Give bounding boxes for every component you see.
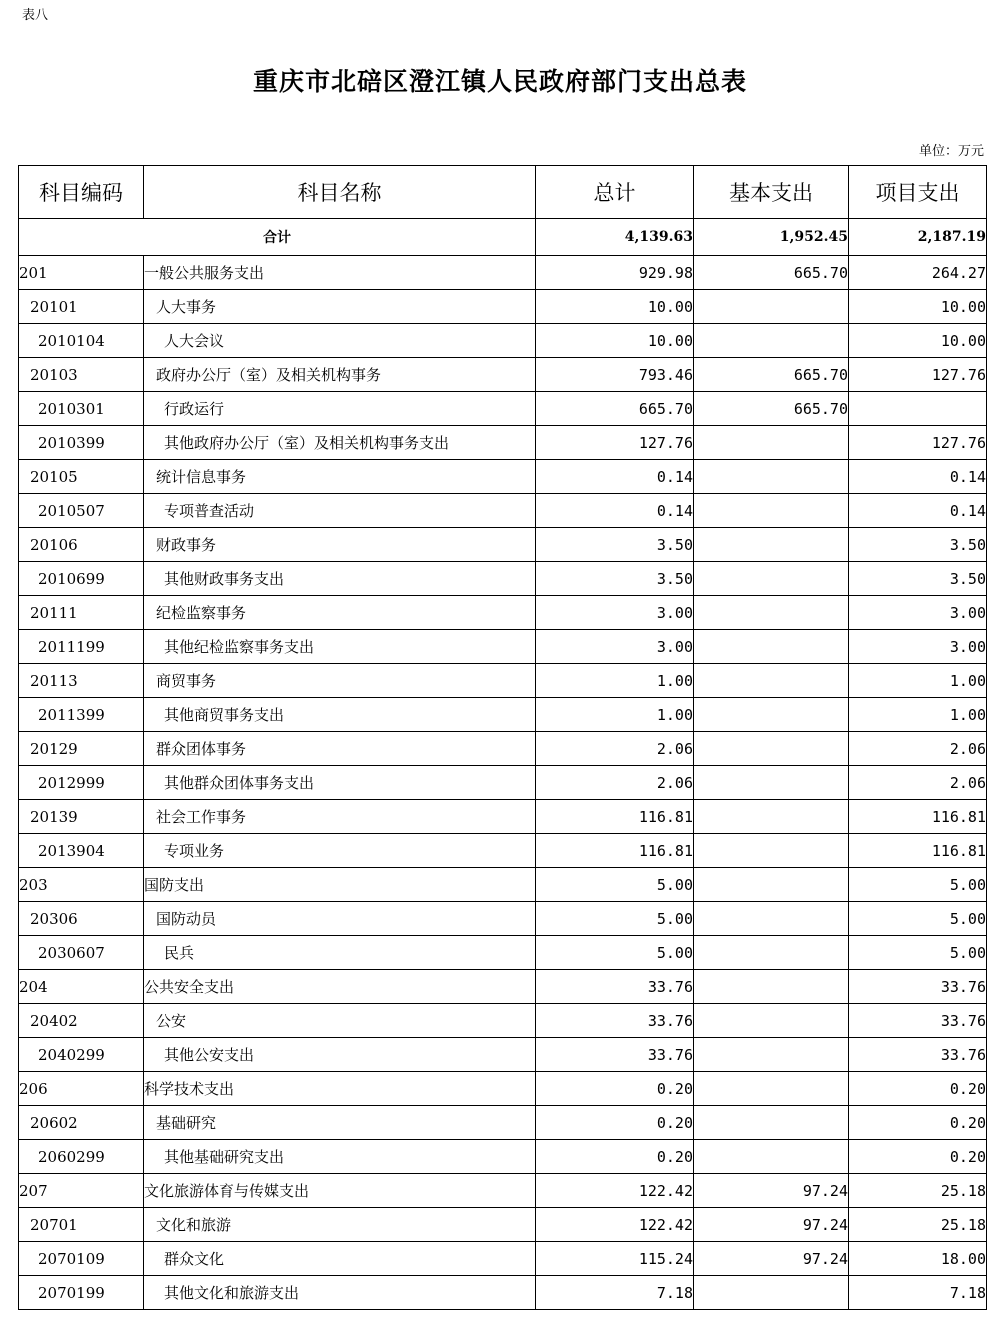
row-code: 2012999 [19,766,144,800]
table-row [19,460,987,494]
table-row [19,358,987,392]
row-code: 20701 [19,1208,144,1242]
row-total: 0.14 [536,460,694,494]
row-basic [694,902,849,936]
table-row [19,256,987,290]
row-code: 2010399 [19,426,144,460]
table-row [19,766,987,800]
row-code: 20129 [19,732,144,766]
row-total: 929.98 [536,256,694,290]
row-name: 其他文化和旅游支出 [144,1276,536,1310]
row-project: 1.00 [849,664,987,698]
table-row [19,290,987,324]
row-total: 5.00 [536,868,694,902]
row-total: 10.00 [536,290,694,324]
row-code: 20105 [19,460,144,494]
table-row [19,562,987,596]
row-code: 2030607 [19,936,144,970]
row-name: 国防动员 [144,902,536,936]
row-basic [694,460,849,494]
table-row [19,324,987,358]
expenditure-table [18,165,987,1310]
row-total: 3.00 [536,630,694,664]
row-project: 25.18 [849,1208,987,1242]
row-code: 204 [19,970,144,1004]
row-code: 20106 [19,528,144,562]
row-code: 2013904 [19,834,144,868]
row-basic [694,698,849,732]
row-name: 群众文化 [144,1242,536,1276]
row-project: 264.27 [849,256,987,290]
row-basic [694,936,849,970]
table-row [19,664,987,698]
row-basic [694,1140,849,1174]
table-row [19,936,987,970]
row-basic [694,596,849,630]
row-name: 基础研究 [144,1106,536,1140]
row-total: 3.50 [536,528,694,562]
row-name: 其他财政事务支出 [144,562,536,596]
total-label: 合计 [19,219,536,256]
table-row [19,1140,987,1174]
row-name: 统计信息事务 [144,460,536,494]
header-total: 总计 [536,166,694,219]
row-code: 20139 [19,800,144,834]
row-total: 1.00 [536,664,694,698]
row-project: 2.06 [849,766,987,800]
row-basic [694,800,849,834]
row-total: 0.20 [536,1140,694,1174]
table-row [19,868,987,902]
row-total: 10.00 [536,324,694,358]
table-row [19,392,987,426]
row-project: 7.18 [849,1276,987,1310]
row-name: 文化旅游体育与传媒支出 [144,1174,536,1208]
row-project: 116.81 [849,834,987,868]
row-name: 人大事务 [144,290,536,324]
row-project: 10.00 [849,290,987,324]
table-row [19,970,987,1004]
row-project: 0.20 [849,1072,987,1106]
row-code: 2060299 [19,1140,144,1174]
row-name: 公安 [144,1004,536,1038]
row-basic: 97.24 [694,1174,849,1208]
row-name: 财政事务 [144,528,536,562]
row-name: 其他政府办公厅（室）及相关机构事务支出 [144,426,536,460]
row-project: 0.14 [849,460,987,494]
row-total: 5.00 [536,902,694,936]
row-project: 0.20 [849,1140,987,1174]
header-code: 科目编码 [19,166,144,219]
row-total: 115.24 [536,1242,694,1276]
unit-label: 单位：万元 [918,144,984,159]
row-name: 民兵 [144,936,536,970]
row-project: 33.76 [849,1038,987,1072]
table-row [19,1038,987,1072]
header-project: 项目支出 [849,166,987,219]
row-total: 122.42 [536,1174,694,1208]
row-name: 人大会议 [144,324,536,358]
row-total: 122.42 [536,1208,694,1242]
table-number-tag: 表八 [22,8,49,23]
row-total: 116.81 [536,834,694,868]
row-basic [694,1276,849,1310]
row-basic [694,426,849,460]
row-total: 33.76 [536,970,694,1004]
header-basic: 基本支出 [694,166,849,219]
row-code: 2010104 [19,324,144,358]
header-name: 科目名称 [144,166,536,219]
row-total: 33.76 [536,1038,694,1072]
row-project: 3.50 [849,528,987,562]
table-row [19,630,987,664]
row-basic: 97.24 [694,1242,849,1276]
row-total: 793.46 [536,358,694,392]
total-project: 2,187.19 [849,219,987,256]
row-code: 201 [19,256,144,290]
row-name: 公共安全支出 [144,970,536,1004]
row-project: 0.14 [849,494,987,528]
row-total: 0.20 [536,1106,694,1140]
row-name: 社会工作事务 [144,800,536,834]
table-row [19,834,987,868]
row-project: 18.00 [849,1242,987,1276]
row-name: 行政运行 [144,392,536,426]
table-row [19,426,987,460]
row-name: 专项业务 [144,834,536,868]
row-project: 116.81 [849,800,987,834]
row-basic [694,664,849,698]
row-basic [694,290,849,324]
row-code: 20306 [19,902,144,936]
row-code: 203 [19,868,144,902]
row-project: 127.76 [849,426,987,460]
row-name: 文化和旅游 [144,1208,536,1242]
row-code: 2011399 [19,698,144,732]
row-total: 7.18 [536,1276,694,1310]
table-row [19,596,987,630]
row-basic [694,1004,849,1038]
row-code: 2070109 [19,1242,144,1276]
row-total: 3.00 [536,596,694,630]
row-project: 5.00 [849,936,987,970]
row-name: 政府办公厅（室）及相关机构事务 [144,358,536,392]
row-code: 2010301 [19,392,144,426]
row-basic: 97.24 [694,1208,849,1242]
row-code: 207 [19,1174,144,1208]
table-row [19,1072,987,1106]
row-basic [694,1038,849,1072]
row-project: 3.50 [849,562,987,596]
row-basic [694,732,849,766]
row-basic: 665.70 [694,358,849,392]
row-total: 0.20 [536,1072,694,1106]
row-code: 20101 [19,290,144,324]
row-code: 20113 [19,664,144,698]
row-total: 33.76 [536,1004,694,1038]
table-row [19,1174,987,1208]
row-code: 20111 [19,596,144,630]
row-basic [694,970,849,1004]
row-code: 20602 [19,1106,144,1140]
row-basic [694,766,849,800]
row-name: 其他商贸事务支出 [144,698,536,732]
table-row [19,1208,987,1242]
row-name: 其他群众团体事务支出 [144,766,536,800]
row-name: 一般公共服务支出 [144,256,536,290]
row-project: 2.06 [849,732,987,766]
table-row [19,1106,987,1140]
row-code: 20103 [19,358,144,392]
row-code: 2070199 [19,1276,144,1310]
row-name: 商贸事务 [144,664,536,698]
row-code: 206 [19,1072,144,1106]
row-basic [694,1072,849,1106]
row-name: 其他基础研究支出 [144,1140,536,1174]
table-row [19,902,987,936]
row-basic [694,868,849,902]
row-project: 10.00 [849,324,987,358]
row-project: 127.76 [849,358,987,392]
row-total: 1.00 [536,698,694,732]
row-basic [694,1106,849,1140]
row-basic: 665.70 [694,392,849,426]
row-basic [694,528,849,562]
table-row [19,732,987,766]
row-code: 2010507 [19,494,144,528]
row-project [849,392,987,426]
row-project: 5.00 [849,868,987,902]
row-total: 5.00 [536,936,694,970]
row-project: 25.18 [849,1174,987,1208]
total-row [19,219,987,256]
table-row [19,494,987,528]
row-basic [694,494,849,528]
total-basic: 1,952.45 [694,219,849,256]
row-basic [694,630,849,664]
row-name: 其他纪检监察事务支出 [144,630,536,664]
row-name: 群众团体事务 [144,732,536,766]
row-project: 1.00 [849,698,987,732]
row-basic [694,324,849,358]
table-row [19,528,987,562]
page-title: 重庆市北碚区澄江镇人民政府部门支出总表 [252,67,747,96]
row-total: 3.50 [536,562,694,596]
row-total: 665.70 [536,392,694,426]
row-code: 20402 [19,1004,144,1038]
row-total: 127.76 [536,426,694,460]
row-basic [694,834,849,868]
table-row [19,1004,987,1038]
table-row [19,1276,987,1310]
row-project: 3.00 [849,630,987,664]
row-project: 33.76 [849,1004,987,1038]
row-total: 116.81 [536,800,694,834]
row-total: 0.14 [536,494,694,528]
row-name: 科学技术支出 [144,1072,536,1106]
table-row [19,698,987,732]
row-code: 2040299 [19,1038,144,1072]
row-basic: 665.70 [694,256,849,290]
row-code: 2010699 [19,562,144,596]
row-name: 其他公安支出 [144,1038,536,1072]
row-total: 2.06 [536,732,694,766]
row-project: 0.20 [849,1106,987,1140]
row-project: 5.00 [849,902,987,936]
row-project: 3.00 [849,596,987,630]
row-name: 专项普查活动 [144,494,536,528]
header-row [19,166,987,219]
table-row [19,800,987,834]
row-name: 纪检监察事务 [144,596,536,630]
row-name: 国防支出 [144,868,536,902]
row-project: 33.76 [849,970,987,1004]
row-basic [694,562,849,596]
row-total: 2.06 [536,766,694,800]
total-sum: 4,139.63 [536,219,694,256]
table-row [19,1242,987,1276]
row-code: 2011199 [19,630,144,664]
